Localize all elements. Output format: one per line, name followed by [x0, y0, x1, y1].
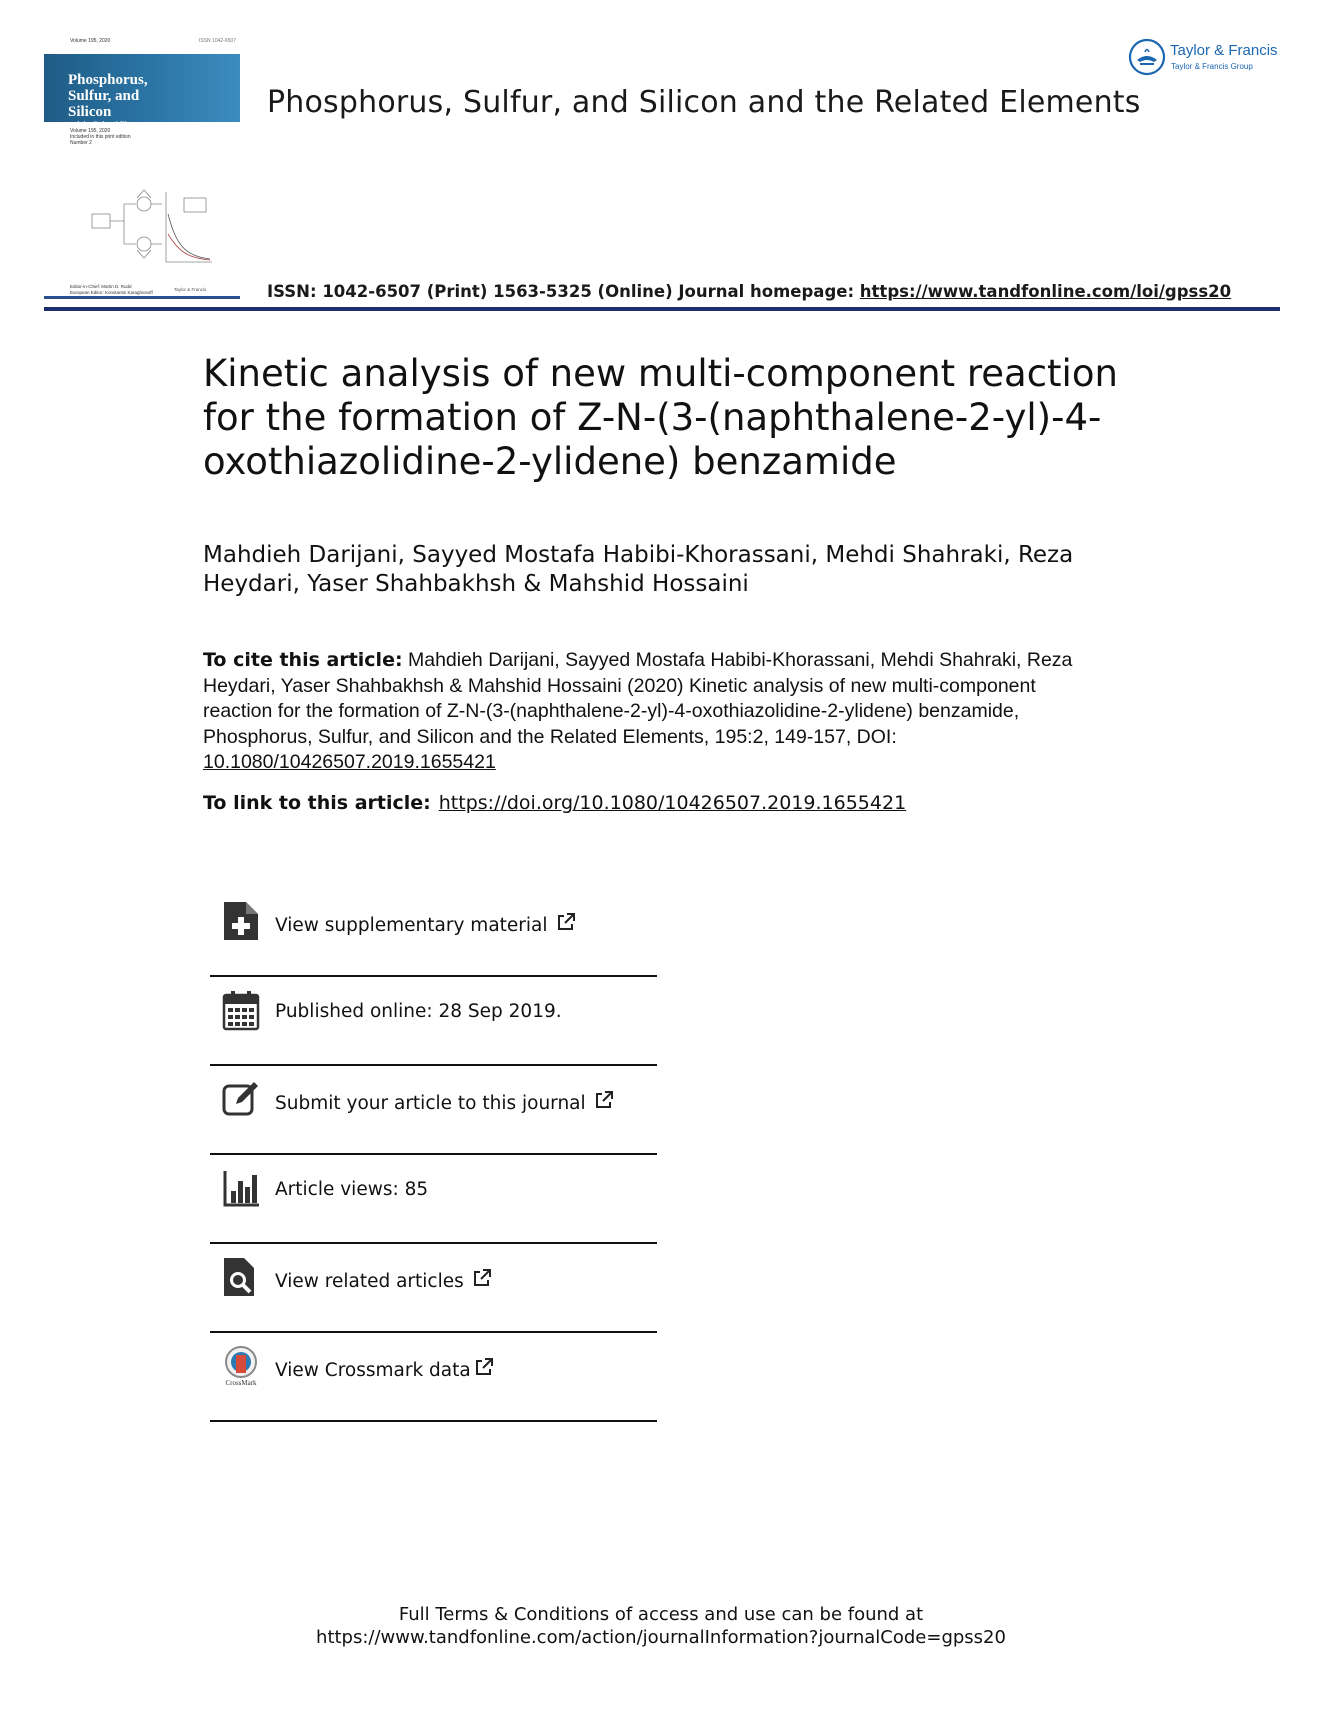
calendar-icon [222, 989, 260, 1031]
cover-scheme-figure [84, 184, 214, 282]
publisher-group: Taylor & Francis Group [1171, 62, 1253, 71]
cover-volume-top: Volume 195, 2020 [70, 38, 111, 44]
external-link-icon [594, 1090, 614, 1110]
header-divider [44, 307, 1280, 311]
bar-chart-icon [222, 1167, 260, 1209]
journal-name: Phosphorus, Sulfur, and Silicon and the Related Elements [267, 85, 1141, 120]
publisher-logo[interactable] [1128, 38, 1288, 78]
views-label: Article views: 85 [275, 1179, 429, 1200]
submit-label: Submit your article to this journal [275, 1090, 614, 1114]
issn-line [267, 282, 1231, 301]
issn-text: ISSN: 1042-6507 (Print) 1563-5325 (Online) Journal homepage: [267, 282, 860, 301]
document-search-icon [222, 1256, 260, 1298]
published-label: Published online: 28 Sep 2019. [275, 1001, 562, 1022]
cover-publisher: Taylor & Francis [174, 287, 207, 292]
supplementary-row[interactable] [210, 888, 657, 977]
external-link-icon [472, 1268, 492, 1288]
file-plus-icon [222, 900, 260, 942]
article-info-list [210, 888, 657, 1422]
article-title: Kinetic analysis of new multi-component reaction for the formation of Z-N-(3-(naphthalene-2-yl)-4-oxothiazolidine-2-ylidene) benzamide [203, 352, 1118, 483]
journal-cover-thumbnail [44, 38, 240, 300]
external-link-icon [474, 1357, 494, 1377]
supplementary-label: View supplementary material [275, 912, 576, 936]
terms-footer [0, 1603, 1322, 1649]
article-authors: Mahdieh Darijani, Sayyed Mostafa Habibi-Khorassani, Mehdi Shahraki, Reza Heydari, Yaser Shahbakhsh & Mahshid Hossaini [203, 542, 1074, 597]
published-row [210, 977, 657, 1066]
external-link-icon [556, 912, 576, 932]
cover-meta: Volume 195, 2020 Included in this print edition Number 2 [70, 128, 131, 146]
submit-row[interactable] [210, 1066, 657, 1155]
publisher-name: Taylor & Francis [1170, 42, 1278, 59]
crossmark-icon [222, 1345, 260, 1387]
citation-block [203, 648, 1103, 776]
crossmark-badge-text: CrossMark [225, 1379, 257, 1387]
footer-terms-link[interactable]: https://www.tandfonline.com/action/journalInformation?journalCode=gpss20 [316, 1627, 1006, 1648]
crossmark-row[interactable] [210, 1333, 657, 1422]
cover-base-rule [44, 296, 240, 299]
citation-label: To cite this article: [203, 649, 403, 671]
edit-icon [222, 1078, 260, 1120]
related-label: View related articles [275, 1268, 492, 1292]
related-row[interactable] [210, 1244, 657, 1333]
citation-text: Mahdieh Darijani, Sayyed Mostafa Habibi-Khorassani, Mehdi Shahraki, Reza Heydari, Yaser Shahbakhsh & Mahshid Hossaini (2020) Kinetic analysis of new multi-component reaction for the formation of Z-N-(3-(naphthalene-2-yl)-4-oxothiazolidine-2-ylidene) benzamide, Phosphorus, Sulfur, and Silicon and the Related Elements, 195:2, 149-157, DOI: [203, 649, 1073, 748]
cover-editors: Editor-in-Chief: Martin D. Rudd European Editor: Konstantin Karaghiosoff [70, 284, 153, 295]
article-doi-link[interactable]: https://doi.org/10.1080/10426507.2019.1655421 [438, 792, 907, 814]
views-row [210, 1155, 657, 1244]
footer-line-1: Full Terms & Conditions of access and use can be found at [398, 1604, 924, 1625]
journal-homepage-link[interactable]: https://www.tandfonline.com/loi/gpss20 [859, 282, 1232, 301]
link-label: To link to this article: [203, 792, 431, 814]
crossmark-label: View Crossmark data [275, 1357, 494, 1381]
cover-title-band [44, 54, 240, 129]
cover-issn-top: ISSN 1042-6507 [199, 38, 236, 44]
cover-title: Phosphorus, Sulfur, and Silicon and the Related Elements [68, 72, 150, 129]
taylor-francis-lamp-icon [1128, 38, 1166, 76]
article-link-line [203, 792, 906, 814]
citation-doi-link[interactable]: 10.1080/10426507.2019.1655421 [203, 751, 496, 773]
